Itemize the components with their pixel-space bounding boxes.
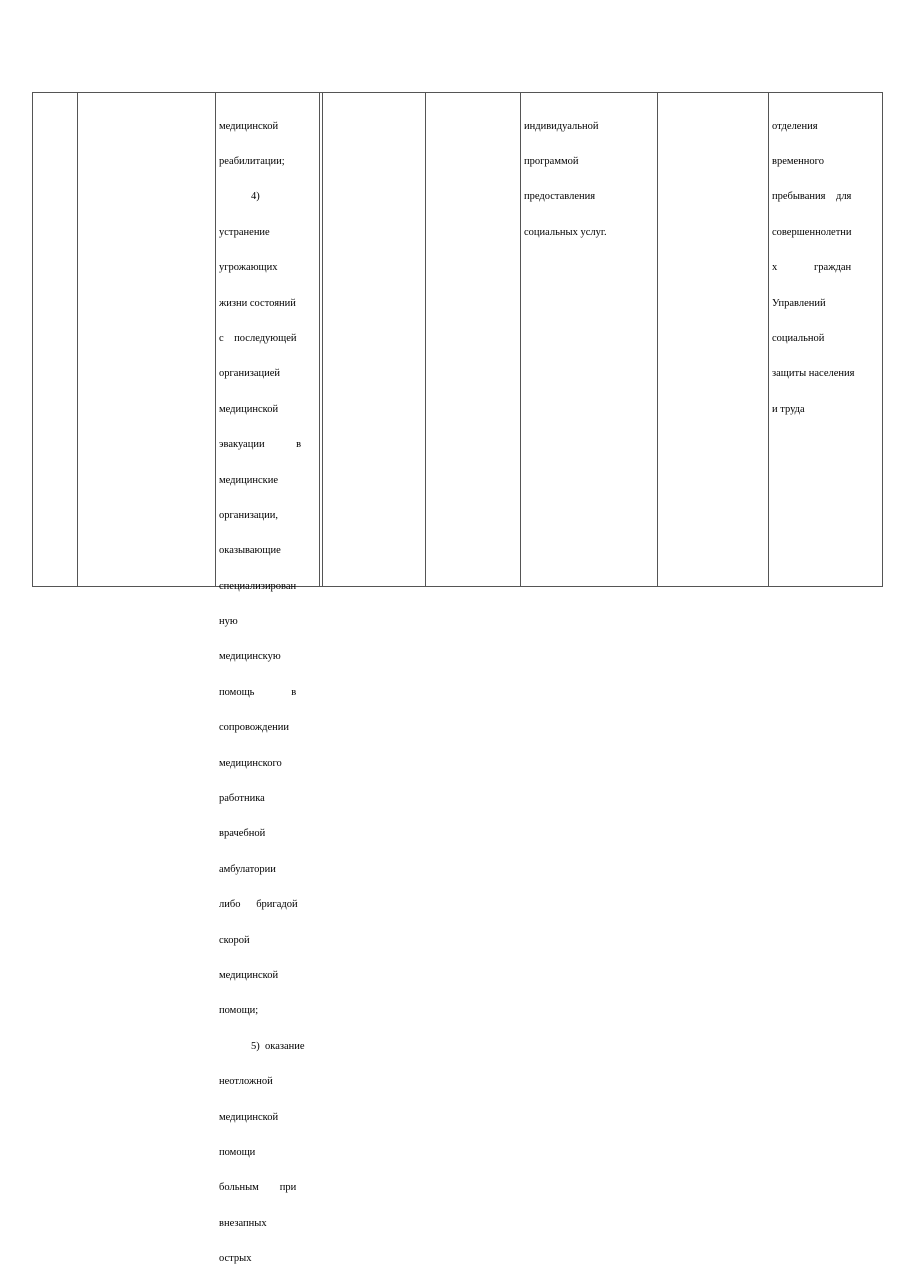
cell-line: 4): [251, 191, 260, 203]
cell-line: скорой: [219, 934, 250, 946]
cell-line: жизни состояний: [219, 297, 296, 309]
cell-line: медицинской: [219, 1111, 279, 1123]
cell-line: внезапных: [219, 1217, 267, 1229]
cell-line: х граждан: [772, 262, 852, 274]
cell-line: социальных услуг.: [524, 226, 607, 238]
cell-line: социальной: [772, 332, 825, 344]
cell-line: совершеннолетни: [772, 226, 852, 238]
cell-line: отделения: [772, 120, 818, 132]
table-border-left: [32, 93, 33, 586]
cell-line: программой: [524, 155, 579, 167]
cell-line: специализирован: [219, 580, 297, 592]
cell-column-3: [219, 97, 316, 1280]
document-table: [32, 92, 883, 1265]
cell-line: острых: [219, 1253, 252, 1265]
cell-line: эвакуации в: [219, 439, 302, 451]
cell-line: защиты населения: [772, 368, 855, 380]
cell-line: временного: [772, 155, 824, 167]
cell-column-8: [772, 97, 880, 439]
cell-line: организации,: [219, 509, 278, 521]
cell-line: больным при: [219, 1182, 297, 1194]
column-divider: [77, 93, 78, 586]
cell-line: 5) оказание: [251, 1040, 305, 1052]
cell-line: неотложной: [219, 1076, 273, 1088]
column-divider: [215, 93, 216, 586]
cell-line: и труда: [772, 403, 805, 415]
cell-line: врачебной: [219, 828, 266, 840]
cell-line: медицинской: [219, 403, 279, 415]
cell-line: амбулатории: [219, 863, 276, 875]
cell-line: предоставления: [524, 191, 596, 203]
cell-line: либо бригадой: [219, 899, 298, 911]
cell-line: сопровождении: [219, 722, 290, 734]
cell-line: ную: [219, 616, 238, 628]
cell-line: оказывающие: [219, 545, 281, 557]
cell-line: организацией: [219, 368, 281, 380]
cell-line: с последующей: [219, 332, 297, 344]
cell-line: медицинской: [219, 969, 279, 981]
cell-line: пребывания для: [772, 191, 852, 203]
cell-line: медицинскую: [219, 651, 281, 663]
cell-line: индивидуальной: [524, 120, 599, 132]
column-divider: [768, 93, 769, 586]
column-divider: [425, 93, 426, 586]
cell-line: медицинские: [219, 474, 279, 486]
cell-column-6: [524, 97, 654, 262]
column-divider: [657, 93, 658, 586]
table-border-right: [882, 93, 883, 586]
cell-line: Управлений: [772, 297, 826, 309]
cell-line: работника: [219, 793, 265, 805]
cell-line: устранение: [219, 226, 270, 238]
cell-line: медицинской: [219, 120, 279, 132]
column-divider: [319, 93, 323, 586]
column-divider: [520, 93, 521, 586]
cell-line: помощи;: [219, 1005, 259, 1017]
cell-line: медицинского: [219, 757, 282, 769]
cell-line: угрожающих: [219, 262, 278, 274]
cell-line: помощи: [219, 1146, 256, 1158]
cell-line: реабилитации;: [219, 155, 285, 167]
cell-line: помощь в: [219, 686, 297, 698]
